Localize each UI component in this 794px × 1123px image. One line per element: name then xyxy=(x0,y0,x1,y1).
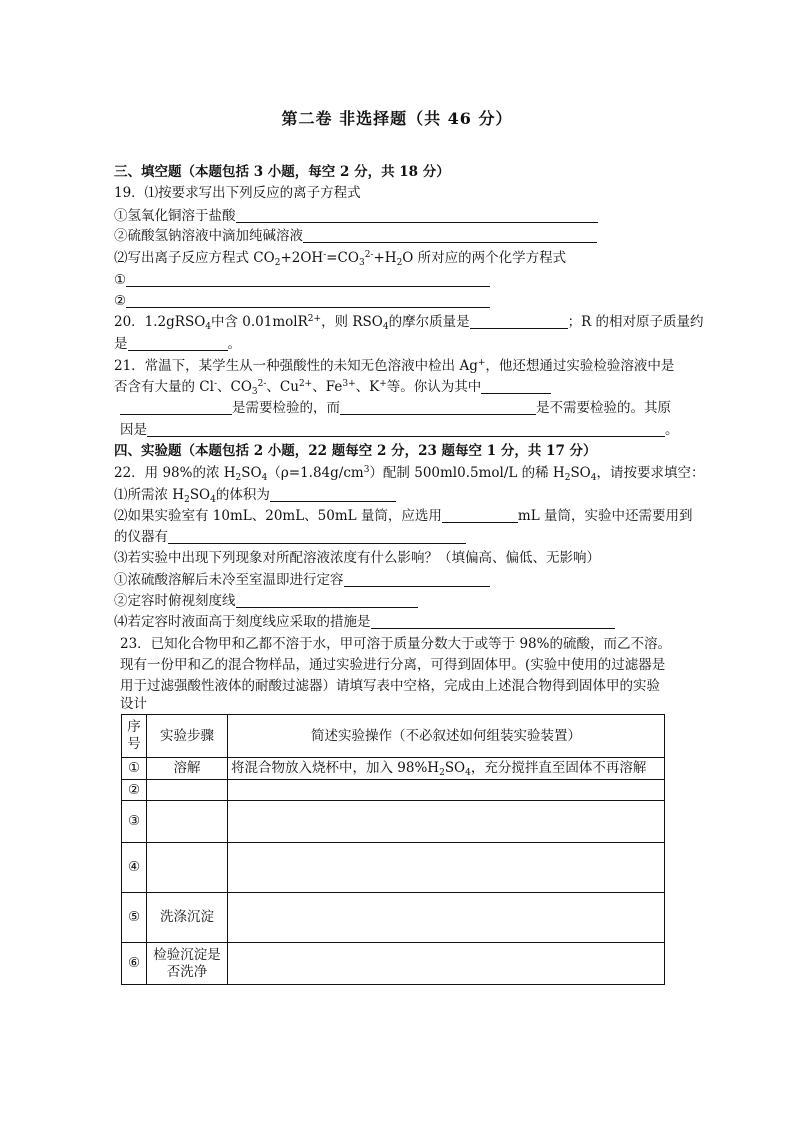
q19-part-b: ②硫酸氢钠溶液中滴加纯碱溶液 xyxy=(114,226,597,246)
q20-line1: 20．1.2gRSO$_4$中含 0.01molR$^{2+}$，则 $RSO_4$的摩尔质量是 ；R 的相对原子质量约 xyxy=(114,314,704,332)
row-description: 将混合物放入烧杯中，加入 $98\%H_2SO_4$，充分搅拌直至固体不再溶解 xyxy=(228,758,665,780)
q22-part2: ⑵如果实验室有 10mL、20mL、50mL 量筒，应选用 mL 量筒，实验中还需要用到 xyxy=(114,508,693,524)
row-serial: ③ xyxy=(122,801,147,843)
answer-blank[interactable] xyxy=(120,400,232,415)
q19-part-e: ② xyxy=(114,291,490,311)
table-header-row xyxy=(122,715,665,758)
answer-blank[interactable] xyxy=(442,508,518,523)
row-serial: ② xyxy=(122,780,147,801)
answer-blank[interactable] xyxy=(126,293,490,308)
header-description: 简述实验操作（不必叙述如何组装实验装置） xyxy=(228,715,665,758)
row-step-blank[interactable] xyxy=(147,801,228,843)
table-row xyxy=(122,843,665,893)
row-step-blank[interactable] xyxy=(147,843,228,893)
table-row xyxy=(122,893,665,943)
row-serial: ① xyxy=(122,758,147,780)
answer-blank[interactable] xyxy=(168,529,466,544)
table-row xyxy=(122,801,665,843)
q20-line2: 是 。 xyxy=(114,336,241,352)
answer-blank[interactable] xyxy=(340,400,536,415)
q22-stem: 22．用 98%的浓 $H_2SO_4(\rho=1.84g/cm^3)$配制 500ml0.5mol/L 的稀 $H_2SO_4$，请按要求填空： xyxy=(114,465,705,483)
row-step: 洗涤沉淀 xyxy=(147,893,228,943)
q22-part3-b: ②定容时俯视刻度线 xyxy=(114,591,418,611)
page-title: 第二卷 非选择题（共 46 分） xyxy=(281,109,513,128)
experiment-table xyxy=(121,714,665,985)
row-serial: ⑥ xyxy=(122,943,147,985)
answer-blank[interactable] xyxy=(270,487,396,502)
row-serial: ④ xyxy=(122,843,147,893)
header-serial: 序 号 xyxy=(122,715,147,758)
q22-part2-cont: 的仪器有 xyxy=(114,527,466,547)
answer-blank[interactable] xyxy=(371,614,615,629)
q23-line4: 设计 xyxy=(120,696,147,712)
answer-blank[interactable] xyxy=(303,228,597,243)
q19-stem: 19．⑴按要求写出下列反应的离子方程式 xyxy=(114,185,361,201)
section3-heading: 三、填空题（本题包括 3 小题，每空 2 分，共 18 分） xyxy=(114,164,450,180)
header-step: 实验步骤 xyxy=(147,715,228,758)
q23-line2: 现有一份甲和乙的混合物样品，通过实验进行分离，可得到固体甲。(实验中使用的过滤器是 xyxy=(120,657,666,673)
row-description-blank[interactable] xyxy=(228,780,665,801)
answer-blank[interactable] xyxy=(236,208,598,223)
row-step: 检验沉淀是 否洗净 xyxy=(147,943,228,985)
q21-line3: 是需要检验的，而 是不需要检验的。其原 xyxy=(120,398,671,418)
table-row xyxy=(122,758,665,780)
table-row xyxy=(122,943,665,985)
q22-part3: ⑶若实验中出现下列现象对所配溶液浓度有什么影响？（填偏高、偏低、无影响） xyxy=(114,550,600,566)
section4-heading: 四、实验题（本题包括 2 小题，22 题每空 2 分，23 题每空 1 分，共 17 分） xyxy=(114,443,597,459)
q23-line1: 23．已知化合物甲和乙都不溶于水，甲可溶于质量分数大于或等于 98%的硫酸，而乙不溶。 xyxy=(120,636,671,652)
answer-blank[interactable] xyxy=(128,336,228,351)
answer-blank[interactable] xyxy=(344,572,490,587)
row-serial: ⑤ xyxy=(122,893,147,943)
q23-line3: 用于过滤强酸性液体的耐酸过滤器）请填写表中空格，完成由上述混合物得到固体甲的实验 xyxy=(120,678,660,694)
q21-line1: 21．常温下，某学生从一种强酸性的未知无色溶液中检出 Ag+，他还想通过实验检验溶液中是 xyxy=(114,358,675,374)
answer-blank[interactable] xyxy=(481,379,551,394)
q19-part-a: ①氢氧化铜溶于盐酸 xyxy=(114,206,598,226)
q19-part-d: ① xyxy=(114,270,490,290)
q19-part-c: ⑵写出离子反应方程式 $CO_2+2OH^-=CO_3^{2-}+H_2O$ 所对应的两个化学方程式 xyxy=(114,250,567,268)
table-row xyxy=(122,780,665,801)
row-description-blank[interactable] xyxy=(228,943,665,985)
row-step: 溶解 xyxy=(147,758,228,780)
row-description-blank[interactable] xyxy=(228,801,665,843)
q21-line2: 否含有大量的 Cl-、$CO_3^{2-}$、$Cu^{2+}$、$Fe^{3+}$、K+等。你认为其中 xyxy=(114,377,551,397)
answer-blank[interactable] xyxy=(147,422,665,437)
q21-line4: 因是 。 xyxy=(120,422,679,438)
row-description-blank[interactable] xyxy=(228,893,665,943)
row-step-blank[interactable] xyxy=(147,780,228,801)
answer-blank[interactable] xyxy=(470,314,568,329)
q22-part4: ⑷若定容时液面高于刻度线应采取的措施是 xyxy=(114,612,615,632)
q22-part1: ⑴所需浓 $H_2SO_4$的体积为 xyxy=(114,485,396,505)
q22-part3-a: ①浓硫酸溶解后未冷至室温即进行定容 xyxy=(114,570,490,590)
answer-blank[interactable] xyxy=(236,593,418,608)
answer-blank[interactable] xyxy=(126,272,490,287)
row-description-blank[interactable] xyxy=(228,843,665,893)
